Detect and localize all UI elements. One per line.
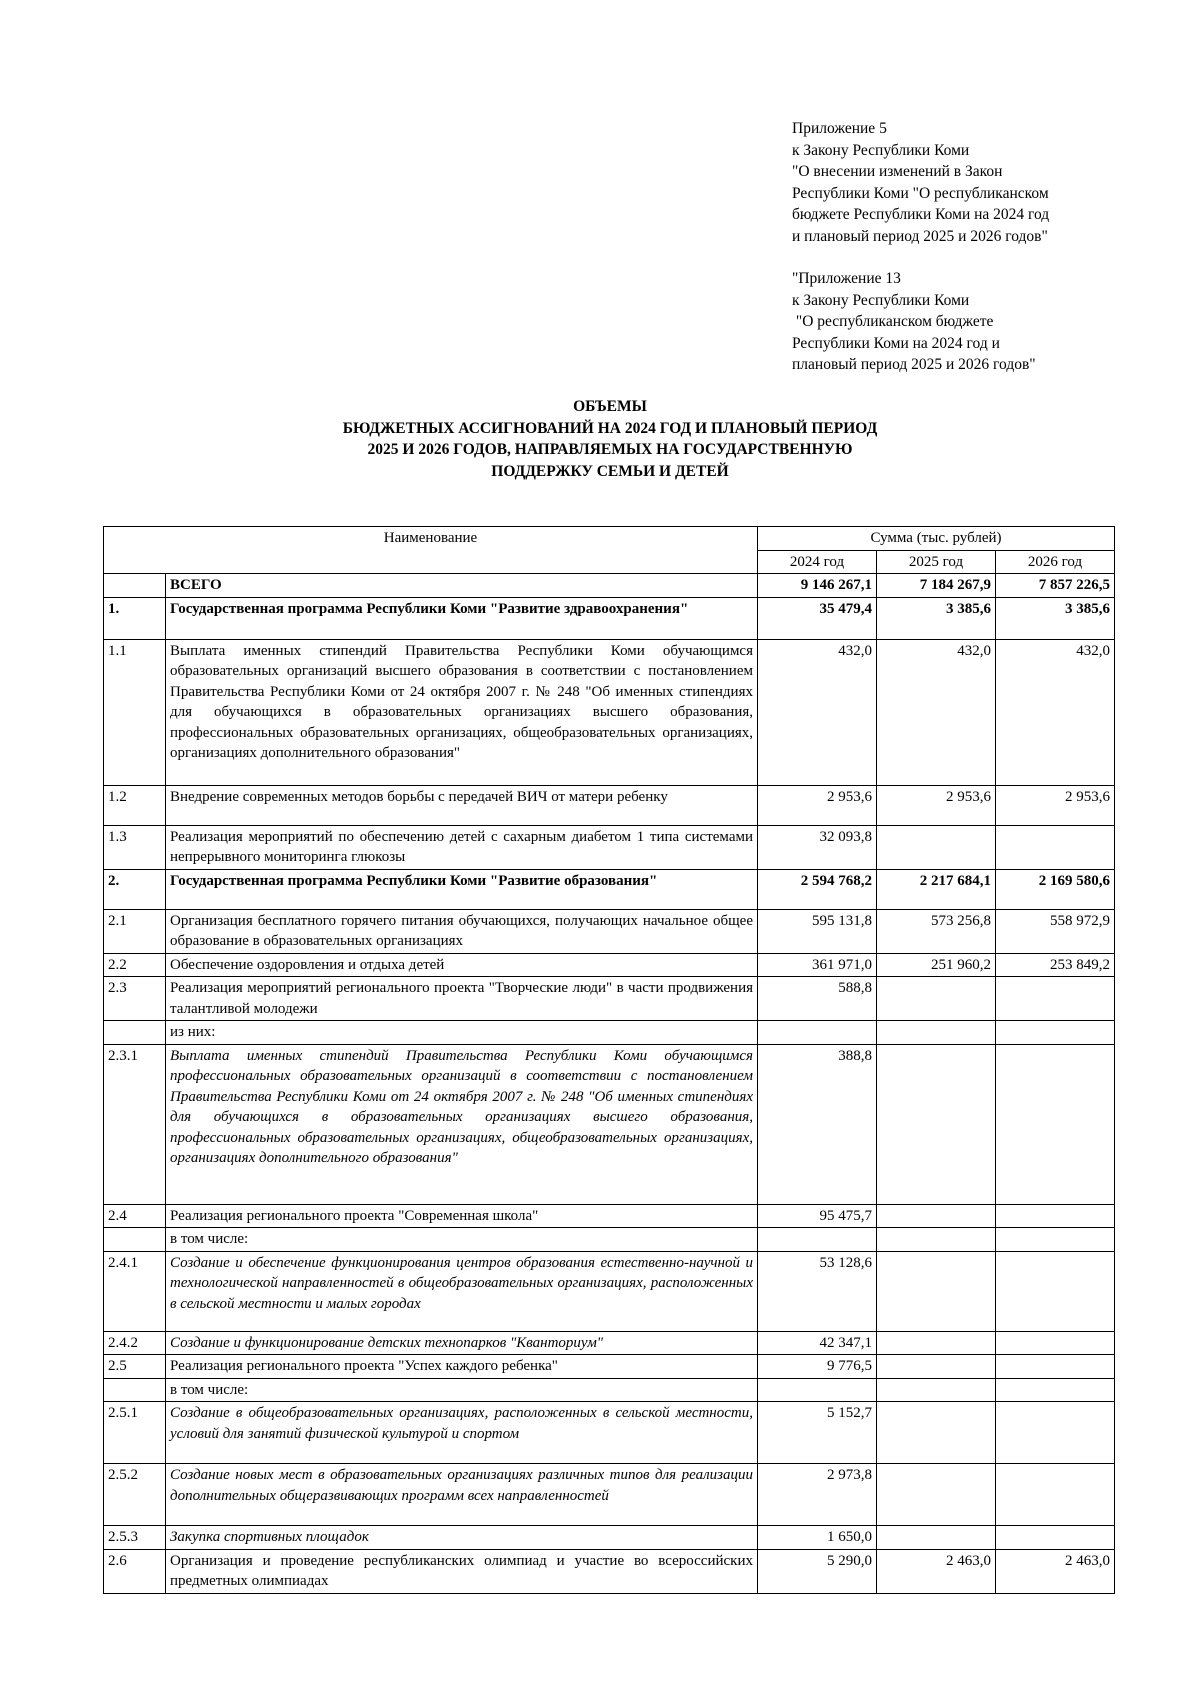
table-row [104, 1251, 1115, 1331]
row-value-2024: 32 093,8 [758, 825, 877, 869]
row-value-2025 [877, 825, 996, 869]
table-row [104, 597, 1115, 639]
row-value-2026 [996, 1464, 1115, 1526]
row-value-2026: 432,0 [996, 639, 1115, 785]
row-value-2024: 95 475,7 [758, 1204, 877, 1228]
table-row [104, 953, 1115, 977]
table-row [104, 1021, 1115, 1045]
row-number: 2.4 [104, 1204, 166, 1228]
total-num-cell [104, 574, 166, 598]
row-value-2025: 432,0 [877, 639, 996, 785]
row-name: Создание и функционирование детских технопарков "Кванториум" [166, 1331, 758, 1355]
table-row [104, 1464, 1115, 1526]
row-value-2025 [877, 1464, 996, 1526]
row-value-2025 [877, 1355, 996, 1379]
row-number: 2.5 [104, 1355, 166, 1379]
row-number: 2.4.1 [104, 1251, 166, 1331]
row-number: 1.3 [104, 825, 166, 869]
row-value-2026: 2 463,0 [996, 1549, 1115, 1593]
row-name: Государственная программа Республики Коми "Развитие здравоохранения" [166, 597, 758, 639]
appendix-line: к Закону Республики Коми [792, 141, 970, 159]
column-header-sum: Сумма (тыс. рублей) [758, 527, 1115, 551]
table-row [104, 1402, 1115, 1464]
row-number: 2.1 [104, 909, 166, 953]
column-header-name: Наименование [104, 527, 758, 574]
row-value-2025: 2 953,6 [877, 785, 996, 825]
table-row [104, 1526, 1115, 1550]
table-row [104, 825, 1115, 869]
table-row [104, 785, 1115, 825]
row-value-2026 [996, 1402, 1115, 1464]
row-value-2024: 2 953,6 [758, 785, 877, 825]
row-name: Выплата именных стипендий Правительства Республики Коми обучающимся профессиональных образовательных организаций в соответствии с постановлением Правительства Республики Коми от 24 октября 2007 г. № 248 "Об именных стипендиях для обучающихся в образовательных организациях высшего образования, профессиональных образовательных организациях, общеобразовательных организациях, организациях дополнительного образования" [166, 1044, 758, 1204]
table-row [104, 1378, 1115, 1402]
row-name: Внедрение современных методов борьбы с передачей ВИЧ от матери ребенку [166, 785, 758, 825]
row-number: 1. [104, 597, 166, 639]
title-line: ПОДДЕРЖКУ СЕМЬИ И ДЕТЕЙ [491, 462, 729, 480]
row-name: Выплата именных стипендий Правительства Республики Коми обучающимся образовательных организаций высшего образования в соответствии с постановлением Правительства Республики Коми от 24 октября 2007 г. № 248 "Об именных стипендиях для обучающихся в образовательных организациях высшего образования, профессиональных образовательных организациях, общеобразовательных организациях, организациях дополнительного образования" [166, 639, 758, 785]
total-row [104, 574, 1115, 598]
row-number: 2.5.3 [104, 1526, 166, 1550]
total-2025: 7 184 267,9 [877, 574, 996, 598]
row-value-2025 [877, 977, 996, 1021]
table-row [104, 1228, 1115, 1252]
appendix-line: Республики Коми на 2024 год и [792, 334, 1000, 352]
table-row [104, 909, 1115, 953]
row-value-2025 [877, 1402, 996, 1464]
column-header-2024: 2024 год [758, 550, 877, 574]
row-number: 2.3.1 [104, 1044, 166, 1204]
table-row [104, 1355, 1115, 1379]
row-number: 2.5.2 [104, 1464, 166, 1526]
row-value-2024 [758, 1228, 877, 1252]
appendix-line: "Приложение 13 [792, 270, 901, 287]
row-value-2024: 53 128,6 [758, 1251, 877, 1331]
appendix-line: и плановый период 2025 и 2026 годов" [792, 227, 1048, 245]
row-value-2025: 2 217 684,1 [877, 869, 996, 909]
column-header-2025: 2025 год [877, 550, 996, 574]
row-value-2025 [877, 1331, 996, 1355]
row-value-2026: 253 849,2 [996, 953, 1115, 977]
row-value-2024: 432,0 [758, 639, 877, 785]
document-title [180, 396, 1040, 482]
row-value-2024: 595 131,8 [758, 909, 877, 953]
row-number: 1.2 [104, 785, 166, 825]
row-name: Организация бесплатного горячего питания обучающихся, получающих начальное общее образование в образовательных организациях [166, 909, 758, 953]
table-row [104, 1549, 1115, 1593]
row-number: 2.4.2 [104, 1331, 166, 1355]
row-value-2026 [996, 1355, 1115, 1379]
row-value-2026 [996, 825, 1115, 869]
table-row [104, 1044, 1115, 1204]
row-value-2026: 558 972,9 [996, 909, 1115, 953]
row-value-2024: 361 971,0 [758, 953, 877, 977]
table-row [104, 869, 1115, 909]
row-value-2025 [877, 1228, 996, 1252]
row-value-2026 [996, 1021, 1115, 1045]
row-value-2024: 1 650,0 [758, 1526, 877, 1550]
column-header-2026: 2026 год [996, 550, 1115, 574]
appendix-line: бюджете Республики Коми на 2024 год [792, 206, 1050, 223]
row-value-2026 [996, 1204, 1115, 1228]
row-value-2024: 2 973,8 [758, 1464, 877, 1526]
row-value-2024: 2 594 768,2 [758, 869, 877, 909]
total-2026: 7 857 226,5 [996, 574, 1115, 598]
table-row [104, 1204, 1115, 1228]
row-value-2026 [996, 1526, 1115, 1550]
appendix-line: к Закону Республики Коми [792, 291, 970, 309]
row-name: в том числе: [166, 1228, 758, 1252]
row-value-2025: 573 256,8 [877, 909, 996, 953]
total-label: ВСЕГО [166, 574, 758, 598]
row-number [104, 1228, 166, 1252]
row-name: Реализация мероприятий регионального проекта "Творческие люди" в части продвижения талантливой молодежи [166, 977, 758, 1021]
row-value-2025 [877, 1251, 996, 1331]
row-value-2024 [758, 1021, 877, 1045]
row-name: из них: [166, 1021, 758, 1045]
row-value-2026: 2 169 580,6 [996, 869, 1115, 909]
row-value-2026: 3 385,6 [996, 597, 1115, 639]
row-number: 1.1 [104, 639, 166, 785]
row-value-2024: 42 347,1 [758, 1331, 877, 1355]
row-value-2024: 9 776,5 [758, 1355, 877, 1379]
appendix-line: Приложение 5 [792, 120, 887, 137]
row-number: 2. [104, 869, 166, 909]
row-name: Создание новых мест в образовательных организациях различных типов для реализации дополнительных общеразвивающих программ всех направленностей [166, 1464, 758, 1526]
row-name: Закупка спортивных площадок [166, 1526, 758, 1550]
row-value-2025 [877, 1526, 996, 1550]
row-name: Организация и проведение республиканских олимпиад и участие во всероссийских предметных олимпиадах [166, 1549, 758, 1593]
appendix-line: Республики Коми "О республиканском [792, 184, 1049, 202]
row-value-2024: 5 152,7 [758, 1402, 877, 1464]
row-number: 2.2 [104, 953, 166, 977]
row-number: 2.6 [104, 1549, 166, 1593]
row-value-2025 [877, 1204, 996, 1228]
table-header-row [104, 527, 1115, 551]
appendix-note [792, 118, 1122, 376]
row-number [104, 1021, 166, 1045]
row-value-2025: 3 385,6 [877, 597, 996, 639]
row-value-2025 [877, 1044, 996, 1204]
row-value-2025: 2 463,0 [877, 1549, 996, 1593]
appendix-line: плановый период 2025 и 2026 годов" [792, 356, 1036, 373]
row-name: Создание и обеспечение функционирования центров образования естественно-научной и технологической направленностей в общеобразовательных организациях, расположенных в сельской местности и малых городах [166, 1251, 758, 1331]
row-name: Реализация регионального проекта "Успех каждого ребенка" [166, 1355, 758, 1379]
row-value-2026 [996, 977, 1115, 1021]
row-value-2026 [996, 1228, 1115, 1252]
table-row [104, 977, 1115, 1021]
row-name: в том числе: [166, 1378, 758, 1402]
row-value-2026 [996, 1251, 1115, 1331]
row-value-2025: 251 960,2 [877, 953, 996, 977]
row-name: Реализация регионального проекта "Современная школа" [166, 1204, 758, 1228]
title-line: БЮДЖЕТНЫХ АССИГНОВАНИЙ НА 2024 ГОД И ПЛАНОВЫЙ ПЕРИОД [342, 419, 878, 437]
table-row [104, 1331, 1115, 1355]
row-name: Обеспечение оздоровления и отдыха детей [166, 953, 758, 977]
row-name: Создание в общеобразовательных организациях, расположенных в сельской местности, условий для занятий физической культурой и спортом [166, 1402, 758, 1464]
title-line: ОБЪЕМЫ [573, 398, 647, 415]
row-value-2025 [877, 1378, 996, 1402]
table-row [104, 639, 1115, 785]
row-value-2026 [996, 1044, 1115, 1204]
row-value-2024: 5 290,0 [758, 1549, 877, 1593]
row-value-2025 [877, 1021, 996, 1045]
row-number: 2.5.1 [104, 1402, 166, 1464]
total-2024: 9 146 267,1 [758, 574, 877, 598]
row-value-2024: 388,8 [758, 1044, 877, 1204]
row-value-2024: 588,8 [758, 977, 877, 1021]
budget-table [103, 526, 1115, 1594]
row-value-2024: 35 479,4 [758, 597, 877, 639]
appendix-line: "О республиканском бюджете [792, 313, 994, 330]
title-line: 2025 И 2026 ГОДОВ, НАПРАВЛЯЕМЫХ НА ГОСУДАРСТВЕННУЮ [367, 441, 853, 458]
row-value-2024 [758, 1378, 877, 1402]
row-value-2026 [996, 1378, 1115, 1402]
row-value-2026 [996, 1331, 1115, 1355]
row-value-2026: 2 953,6 [996, 785, 1115, 825]
row-number: 2.3 [104, 977, 166, 1021]
appendix-line: "О внесении изменений в Закон [792, 163, 1003, 180]
row-name: Реализация мероприятий по обеспечению детей с сахарным диабетом 1 типа системами непрерывного мониторинга глюкозы [166, 825, 758, 869]
row-name: Государственная программа Республики Коми "Развитие образования" [166, 869, 758, 909]
row-number [104, 1378, 166, 1402]
